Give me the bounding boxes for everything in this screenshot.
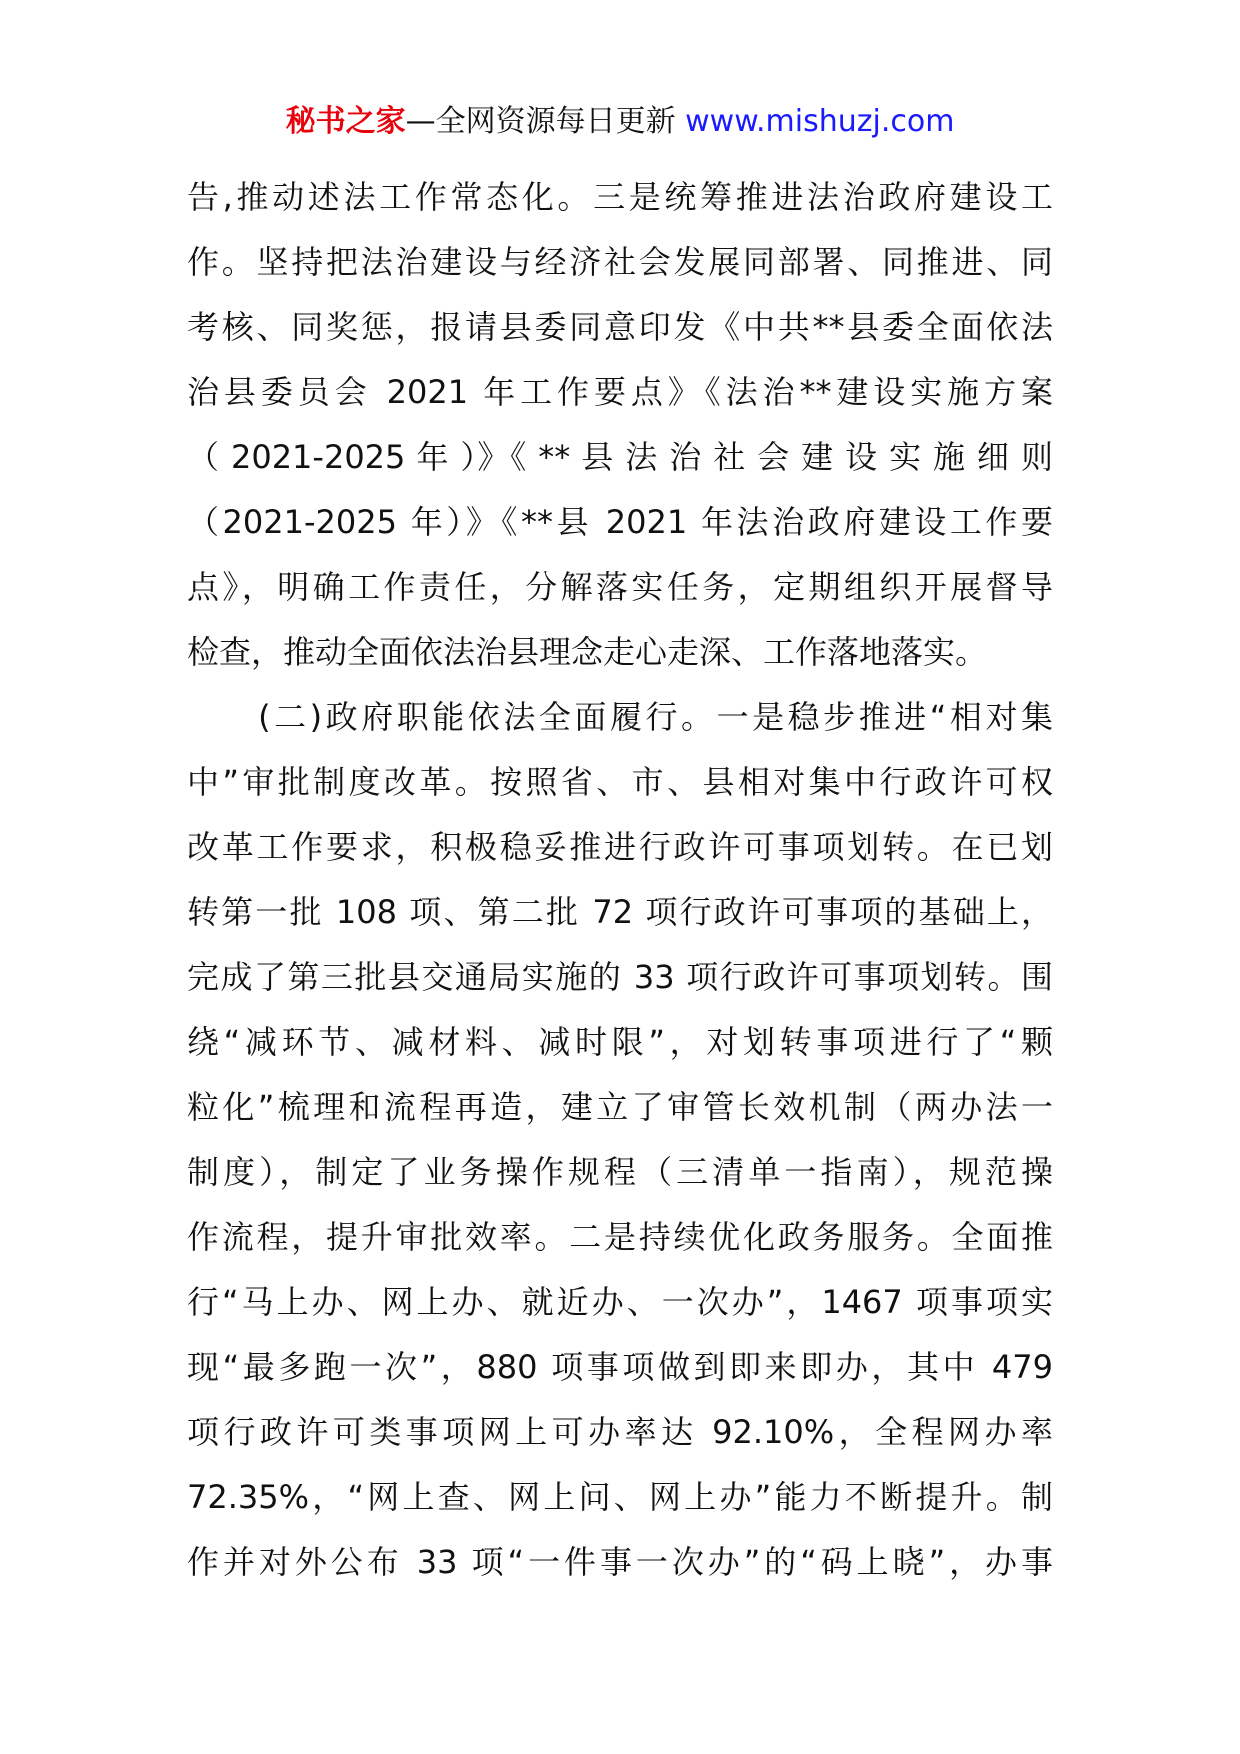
text-line: 转第一批 108 项、第二批 72 项行政许可事项的基础上， — [187, 893, 1053, 931]
text-line: （2021-2025 年）》《**县 2021 年法治政府建设工作要 — [187, 503, 1053, 541]
text-line: 点》，明确工作责任，分解落实任务，定期组织开展督导 — [187, 568, 1053, 606]
text-line: 绕“减环节、减材料、减时限”，对划转事项进行了“颗 — [187, 1023, 1053, 1061]
text-line: 72.35%，“网上查、网上问、网上办”能力不断提升。制 — [187, 1478, 1053, 1516]
text-line: 项行政许可类事项网上可办率达 92.10%，全程网办率 — [187, 1413, 1053, 1451]
text-line: 改革工作要求，积极稳妥推进行政许可事项划转。在已划 — [187, 828, 1053, 866]
document-body — [187, 165, 1053, 1595]
text-line: 治县委员会 2021 年工作要点》《法治**建设实施方案 — [187, 373, 1053, 411]
text-line: 粒化”梳理和流程再造，建立了审管长效机制（两办法一 — [187, 1088, 1053, 1126]
paragraph-end-line: 检查，推动全面依法治县理念走心走深、工作落地落实。 — [187, 633, 988, 671]
text-line: 告,推动述法工作常态化。三是统筹推进法治政府建设工 — [187, 178, 1053, 216]
text-line: 作。坚持把法治建设与经济社会发展同部署、同推进、同 — [187, 243, 1053, 281]
header-tagline: —全网资源每日更新 — [405, 104, 676, 139]
text-line: 考核、同奖惩，报请县委同意印发《中共**县委全面依法 — [187, 308, 1053, 346]
text-line: 现“最多跑一次”，880 项事项做到即来即办，其中 479 — [187, 1348, 1053, 1386]
text-line: （ 2021-2025 年 ）》《 ** 县 法 治 社 会 建 设 实 施 细 则 — [187, 438, 1053, 476]
text-line: 行“马上办、网上办、就近办、一次办”，1467 项事项实 — [187, 1283, 1053, 1321]
page-header — [0, 102, 1240, 142]
paragraph-start-line: (二)政府职能依法全面履行。一是稳步推进“相对集 — [187, 698, 1053, 736]
text-line: 完成了第三批县交通局实施的 33 项行政许可事项划转。围 — [187, 958, 1053, 996]
text-line: 中”审批制度改革。按照省、市、县相对集中行政许可权 — [187, 763, 1053, 801]
website-link[interactable]: www.mishuzj.com — [685, 104, 955, 139]
text-line: 作并对外公布 33 项“一件事一次办”的“码上晓”，办事 — [187, 1543, 1053, 1581]
text-line: 制度），制定了业务操作规程（三清单一指南），规范操 — [187, 1153, 1053, 1191]
text-line: 作流程，提升审批效率。二是持续优化政务服务。全面推 — [187, 1218, 1053, 1256]
brand-name: 秘书之家 — [285, 104, 406, 139]
